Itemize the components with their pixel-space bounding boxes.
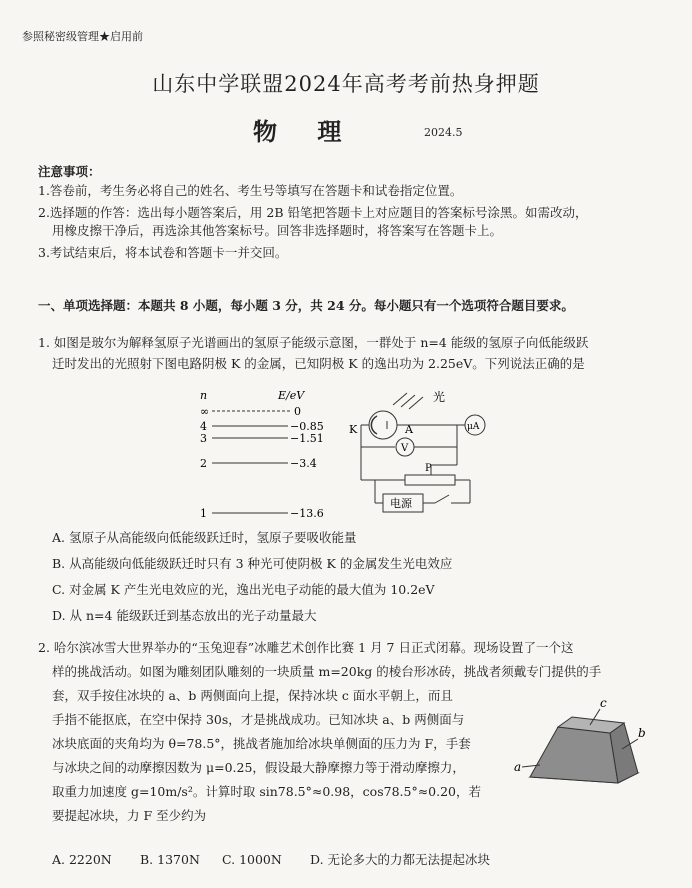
q2-line-8: 要提起冰块，力 F 至少约为 [52,808,207,823]
q2-line-3: 套，双手按住冰块的 a、b 两侧面向上提，保持冰块 c 面水平朝上，而且 [52,688,453,703]
energy-level-diagram [190,385,330,525]
level-e-inf: 0 [294,405,301,418]
voltmeter-label: V [401,443,409,454]
q1-option-d: D. 从 n=4 能级跃迁到基态放出的光子动量最大 [52,608,317,623]
ice-block-figure [510,695,660,805]
energy-axis-label: E/eV [278,389,305,402]
photoelectric-circuit [345,385,495,520]
q2-line-7: 取重力加速度 g=10m/s²。计算时取 sin78.5°≈0.98，cos78.5°≈0.20，若 [52,784,481,799]
anode-label: A [405,423,413,436]
q2-option-b: B. 1370N [140,852,200,867]
section-1-heading: 一、单项选择题：本题共 8 小题，每小题 3 分，共 24 分。每小题只有一个选项符合题目要求。 [38,298,574,313]
level-n-inf: ∞ [200,405,210,418]
q2-option-d: D. 无论多大的力都无法提起冰块 [310,852,491,867]
note-item-2-cont: 用橡皮擦干净后，再选涂其他答案标号。回答非选择题时，将答案写在答题卡上。 [52,223,503,238]
note-item-1: 1.答卷前，考生务必将自己的姓名、考生号等填写在答题卡和试卷指定位置。 [38,183,463,198]
subject-title: 物 理 [253,117,358,146]
notes-heading: 注意事项： [38,164,101,179]
slider-label: P [425,463,432,474]
label-a: a [514,760,522,774]
note-item-3: 3.考试结束后，将本试卷和答题卡一并交回。 [38,245,288,260]
cathode-label: K [349,423,358,436]
note-item-2: 2.选择题的作答：选出每小题答案后，用 2B 铅笔把答题卡上对应题目的答案标号涂黑。如需改动， [38,205,588,220]
level-n-1: 1 [200,507,207,520]
secret-label: 参照秘密级管理★启用前 [22,30,143,43]
q1-stem-line2: 迁时发出的光照射下图电路阴极 K 的金属，已知阴极 K 的逸出功为 2.25eV。下列说法正确的是 [52,356,585,371]
level-e-3: −1.51 [290,432,324,445]
label-b: b [638,726,646,740]
level-n-2: 2 [200,457,207,470]
light-label: 光 [433,390,446,404]
q1-option-b: B. 从高能级向低能级跃迁时只有 3 种光可使阴极 K 的金属发生光电效应 [52,556,453,571]
q2-option-c: C. 1000N [222,852,282,867]
q2-line-2: 样的挑战活动。如图为雕刻团队雕刻的一块质量 m=20kg 的棱台形冰砖，挑战者须戴专门提供的手 [52,664,602,679]
level-e-2: −3.4 [290,457,317,470]
q1-option-a: A. 氢原子从高能级向低能级跃迁时，氢原子要吸收能量 [52,530,357,545]
level-e-4: −0.85 [290,420,324,433]
rheostat [405,475,455,485]
ice-face-a [530,727,618,783]
q2-option-a: A. 2220N [52,852,112,867]
exam-date: 2024.5 [424,126,463,139]
phototube [369,411,397,439]
level-e-1: −13.6 [290,507,324,520]
q2-line-1: 2. 哈尔滨冰雪大世界举办的“玉兔迎春”冰雕艺术创作比赛 1 月 7 日正式闭幕。现场设置了一个这 [38,640,574,655]
label-c: c [600,696,607,710]
q2-line-4: 手指不能抠底，在空中保持 30s，才是挑战成功。已知冰块 a、b 两侧面与 [52,712,465,727]
level-n-4: 4 [200,420,207,433]
q1-stem-line1: 1. 如图是玻尔为解释氢原子光谱画出的氢原子能级示意图，一群处于 n=4 能级的氢原子向低能级跃 [38,335,589,350]
q2-line-5: 冰块底面的夹角均为 θ=78.5°，挑战者施加给冰块单侧面的压力为 F，手套 [52,736,471,751]
level-n-3: 3 [200,432,207,445]
switch [435,495,449,503]
q1-option-c: C. 对金属 K 产生光电效应的光，逸出光电子动能的最大值为 10.2eV [52,582,435,597]
q2-line-6: 与冰块之间的动摩擦因数为 μ=0.25，假设最大静摩擦力等于滑动摩擦力， [52,760,465,775]
exam-title: 山东中学联盟2024年高考考前热身押题 [152,72,540,96]
ammeter-label: μA [467,422,480,432]
power-label: 电源 [390,497,412,510]
n-axis-label: n [200,389,208,402]
